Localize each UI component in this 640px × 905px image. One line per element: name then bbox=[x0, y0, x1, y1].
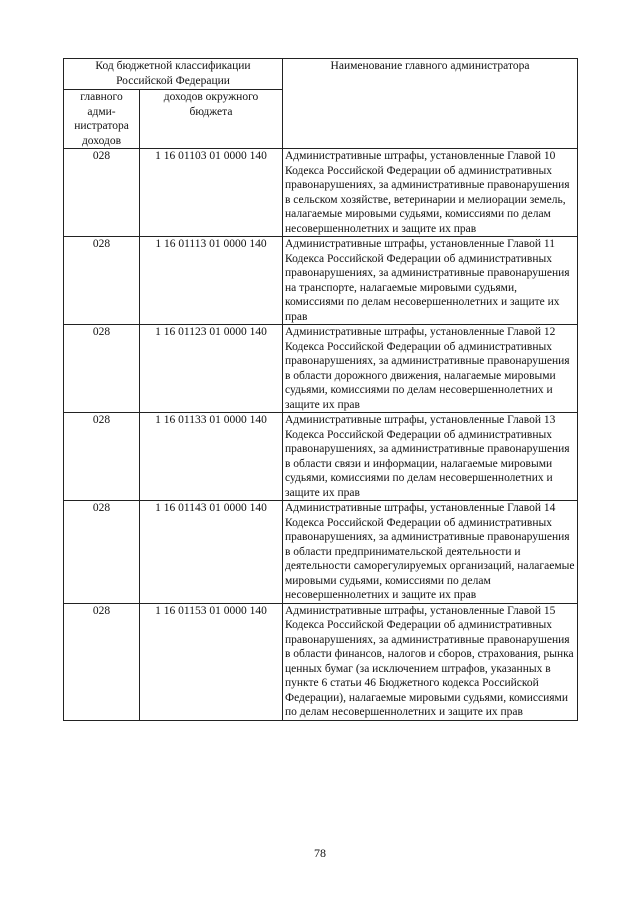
header-budget-column: доходов окружного бюджета bbox=[140, 90, 283, 149]
header-admin-column: главного адми-нистратора доходов bbox=[64, 90, 140, 149]
budget-code-cell: 1 16 01153 01 0000 140 bbox=[140, 603, 283, 720]
budget-code-cell: 1 16 01143 01 0000 140 bbox=[140, 501, 283, 604]
table-row bbox=[64, 237, 578, 325]
header-name-column: Наименование главного администратора bbox=[283, 59, 578, 149]
administrator-name-cell: Административные штрафы, установленные Главой 12 Кодекса Российской Федерации об административных правонарушениях, за административные правонарушения в области дорожного движения, налагаемые мировыми судьями, комиссиями по делам несовершеннолетних и защите их прав bbox=[283, 325, 578, 413]
admin-code-cell: 028 bbox=[64, 325, 140, 413]
administrator-name-cell: Административные штрафы, установленные Главой 13 Кодекса Российской Федерации об административных правонарушениях, за административные правонарушения в области связи и информации, налагаемые мировыми судьями, комиссиями по делам несовершеннолетних и защите их прав bbox=[283, 413, 578, 501]
admin-code-cell: 028 bbox=[64, 149, 140, 237]
administrator-name-cell: Административные штрафы, установленные Главой 10 Кодекса Российской Федерации об административных правонарушениях, за административные правонарушения в сельском хозяйстве, ветеринарии и мелиорации земель, налагаемые мировыми судьями, комиссиями по делам несовершеннолетних и защите их прав bbox=[283, 149, 578, 237]
table-row bbox=[64, 413, 578, 501]
budget-code-cell: 1 16 01133 01 0000 140 bbox=[140, 413, 283, 501]
table-row bbox=[64, 325, 578, 413]
administrator-name-cell: Административные штрафы, установленные Главой 15 Кодекса Российской Федерации об административных правонарушениях, за административные правонарушения в области финансов, налогов и сборов, страхования, рынка ценных бумаг (за исключением штрафов, указанных в пункте 6 статьи 46 Бюджетного кодекса Российской Федерации), налагаемые мировыми судьями, комиссиями по делам несовершеннолетних и защите их прав bbox=[283, 603, 578, 720]
budget-classification-table bbox=[63, 58, 578, 721]
administrator-name-cell: Административные штрафы, установленные Главой 14 Кодекса Российской Федерации об административных правонарушениях, за административные правонарушения в области предпринимательской деятельности и деятельности саморегулируемых организаций, налагаемые мировыми судьями, комиссиями по делам несовершеннолетних и защите их прав bbox=[283, 501, 578, 604]
table-row bbox=[64, 149, 578, 237]
header-code-group: Код бюджетной классификации Российской Федерации bbox=[64, 59, 283, 90]
admin-code-cell: 028 bbox=[64, 237, 140, 325]
budget-code-cell: 1 16 01113 01 0000 140 bbox=[140, 237, 283, 325]
admin-code-cell: 028 bbox=[64, 603, 140, 720]
admin-code-cell: 028 bbox=[64, 501, 140, 604]
budget-code-cell: 1 16 01123 01 0000 140 bbox=[140, 325, 283, 413]
table-row bbox=[64, 501, 578, 604]
page-number: 78 bbox=[314, 846, 326, 860]
table-row bbox=[64, 603, 578, 720]
administrator-name-cell: Административные штрафы, установленные Главой 11 Кодекса Российской Федерации об административных правонарушениях, за административные правонарушения на транспорте, налагаемые мировыми судьями, комиссиями по делам несовершеннолетних и защите их прав bbox=[283, 237, 578, 325]
budget-code-cell: 1 16 01103 01 0000 140 bbox=[140, 149, 283, 237]
admin-code-cell: 028 bbox=[64, 413, 140, 501]
